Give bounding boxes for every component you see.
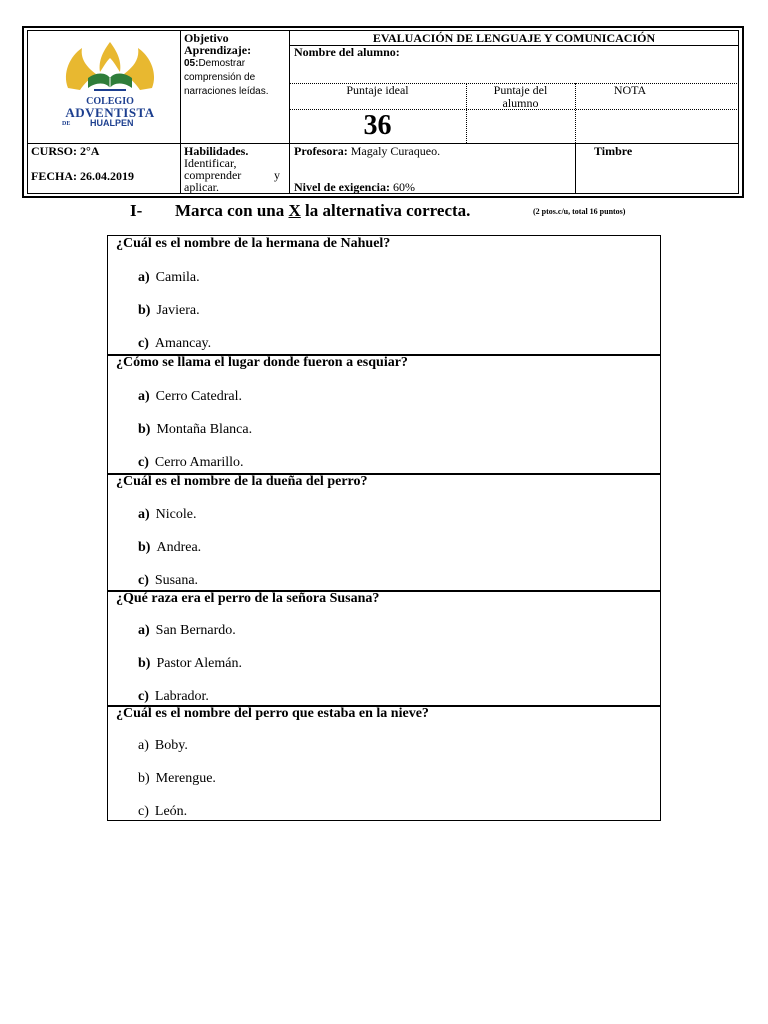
option-letter: a) [138,389,150,404]
option-letter: c) [138,804,149,819]
objective-text-2: comprensión de [184,72,256,83]
question-3-option-a[interactable] [138,507,197,523]
option-text: Susana. [154,573,199,588]
objective-text-1-body: Demostrar [198,58,246,69]
skills-line-3: aplicar. [184,180,219,194]
teacher-line [294,145,440,158]
header-col-divider-1 [180,30,181,194]
course-label: CURSO: 2°A [31,144,100,158]
demand-line [294,181,415,194]
section-instruction [175,201,470,221]
question-3-option-b[interactable] [138,540,201,556]
option-text: Montaña Blanca. [156,422,253,437]
option-letter: a) [138,507,150,522]
ideal-score-label: Puntaje ideal [346,83,409,97]
question-5-option-c[interactable] [138,804,187,820]
header-col-divider-3 [575,143,576,194]
school-name-line1: COLEGIO [86,96,134,107]
option-letter: a) [138,738,149,753]
question-2-text: ¿Cómo se llama el lugar donde fueron a esquiar? [116,355,408,370]
option-text: Amancay. [154,336,212,351]
question-5-text: ¿Cuál es el nombre del perro que estaba en la nieve? [116,706,429,721]
instruction-x: X [288,201,301,220]
option-letter: a) [138,623,150,638]
option-text: Camila. [155,270,200,285]
option-text: León. [154,804,188,819]
instruction-post: la alternativa correcta. [305,201,471,220]
skills-line-2b: y [274,168,280,182]
option-text: Cerro Amarillo. [154,455,244,470]
question-3-option-c[interactable] [138,573,198,589]
question-4-option-a[interactable] [138,623,236,639]
student-score-field[interactable] [468,111,573,141]
school-name-line2: ADVENTISTA [65,105,155,120]
student-name-field[interactable] [420,47,730,81]
logo-emblem-icon [60,38,160,98]
question-2-option-a[interactable] [138,389,242,405]
option-text: Boby. [154,738,188,753]
option-letter: c) [138,573,149,588]
question-4-option-b[interactable] [138,656,242,672]
question-5-option-a[interactable] [138,738,188,754]
option-letter: b) [138,422,151,437]
option-letter: b) [138,540,151,555]
option-letter: c) [138,455,149,470]
stamp-label: Timbre [594,144,633,158]
student-name-label: Nombre del alumno: [294,45,400,59]
question-2-option-b[interactable] [138,422,252,438]
option-text: Nicole. [155,507,197,522]
question-4-text: ¿Qué raza era el perro de la señora Susana? [116,591,380,606]
evaluation-title: EVALUACIÓN DE LENGUAJE Y COMUNICACIÓN [372,31,656,45]
question-box-4 [107,590,661,707]
option-text: Labrador. [154,689,209,704]
option-letter: b) [138,303,151,318]
objective-label-2: Aprendizaje: [184,43,252,57]
skills-label: Habilidades. [184,144,249,158]
question-1-option-c[interactable] [138,336,211,352]
teacher-name: Magaly Curaqueo. [350,144,441,158]
question-box-2 [107,354,661,475]
option-text: Pastor Alemán. [156,656,242,671]
option-letter: b) [138,656,151,671]
question-2-option-c[interactable] [138,455,244,471]
option-letter: b) [138,771,150,786]
points-note: (2 ptos.c/u, total 16 puntos) [533,207,626,216]
student-score-label-2: alumno [502,96,539,110]
grade-field[interactable] [577,111,737,141]
question-box-3 [107,473,661,592]
objective-label-1: Objetivo [184,31,229,45]
question-box-5 [107,705,661,821]
ideal-score-value: 36 [363,110,392,141]
skills-line-2a: comprender [184,168,242,182]
option-letter: c) [138,336,149,351]
option-text: Andrea. [156,540,202,555]
question-4-option-c[interactable] [138,689,209,705]
question-box-1 [107,235,661,356]
objective-code: 05: [184,58,199,69]
demand-label: Nivel de exigencia: [294,180,390,194]
question-1-option-b[interactable] [138,303,200,319]
grade-label: NOTA [613,83,647,97]
option-letter: c) [138,689,149,704]
student-score-label-1: Puntaje del [493,83,548,97]
instruction-pre: Marca con una [175,201,285,220]
question-3-text: ¿Cuál es el nombre de la dueña del perro? [116,474,368,489]
demand-value: 60% [392,180,415,194]
school-logo [60,38,160,128]
date-label: FECHA: 26.04.2019 [31,169,134,183]
objective-text-1 [184,57,245,70]
objective-text-3: narraciones leídas. [184,86,269,97]
option-text: San Bernardo. [155,623,236,638]
option-letter: a) [138,270,150,285]
option-text: Cerro Catedral. [155,389,242,404]
question-1-option-a[interactable] [138,270,200,286]
school-name-line3: HUALPEN [90,118,134,128]
teacher-label: Profesora: [294,144,348,158]
section-number: I- [130,201,143,220]
school-name-prefix: DE [62,121,71,127]
option-text: Merengue. [155,771,216,786]
skills-line-1: Identificar, [184,156,237,170]
option-text: Javiera. [156,303,200,318]
question-1-text: ¿Cuál es el nombre de la hermana de Nahuel? [116,236,391,251]
question-5-option-b[interactable] [138,771,216,787]
